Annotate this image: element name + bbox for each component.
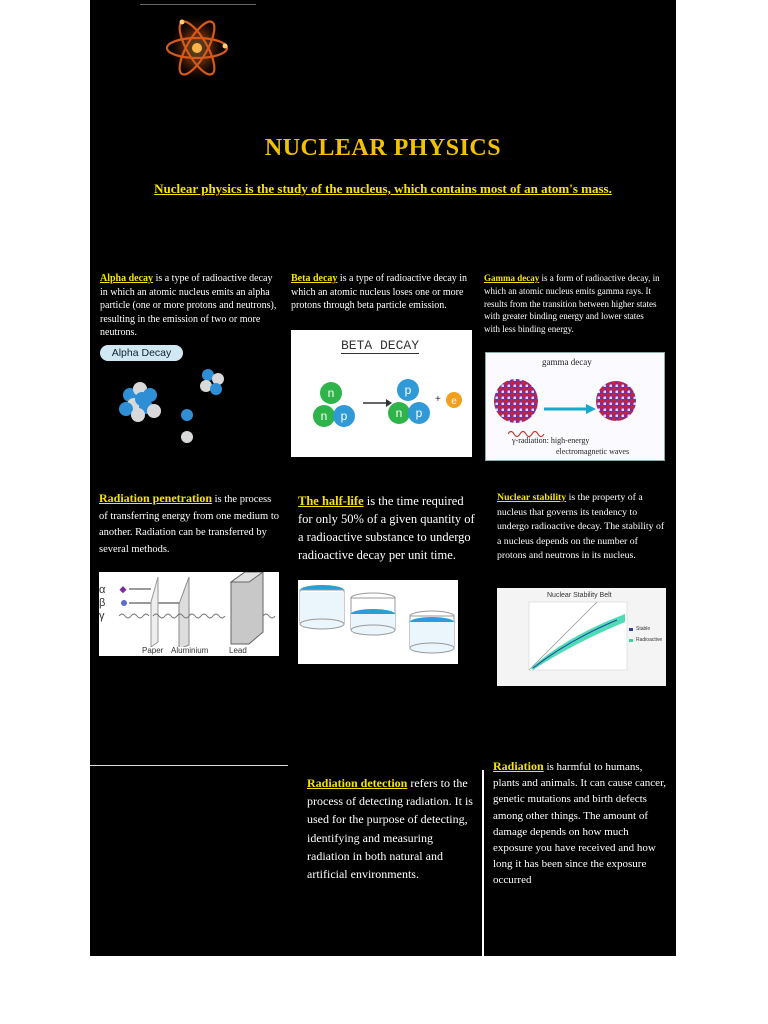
- legend-stable: Stable: [636, 626, 651, 632]
- svg-text:n: n: [395, 406, 403, 420]
- gamma-decay-diagram: [486, 369, 664, 429]
- beta-decay-desc: is a type of radioactive decay in which an atomic nucleus loses one or more protons through beta particle emission.: [291, 273, 468, 311]
- penetration-desc: is the process of transferring energy from one medium to another. Radiation can be transferred by several methods.: [99, 494, 280, 555]
- alpha-decay-figure-label: Alpha Decay: [100, 345, 183, 361]
- radiation-desc: is harmful to humans, plants and animals. It can cause cancer, genetic mutations and birth defects among other things. The amount of damage depends on how much exposure you have received and how long it has been since the exposure occurred: [493, 761, 667, 887]
- stability-chart: [497, 588, 666, 686]
- top-divider: [140, 4, 256, 5]
- alpha-decay-text: [100, 272, 280, 340]
- alpha-decay-term: Alpha decay: [100, 273, 154, 284]
- beta-decay-text: [291, 272, 471, 313]
- gamma-decay-term: Gamma decay: [484, 273, 540, 283]
- beta-decay-diagram: [291, 360, 472, 455]
- legend-radioactive: Radioactive: [636, 637, 663, 643]
- gamma-figure-caption-1: γ-radiation: high-energy: [512, 436, 590, 445]
- radiation-term: Radiation: [493, 759, 544, 773]
- gamma-figure-caption-2: electromagnetic waves: [556, 447, 630, 456]
- gamma-figure-title: gamma decay: [542, 357, 592, 367]
- half-life-term: The half-life: [298, 494, 364, 508]
- radiation-text: [493, 758, 668, 889]
- material-aluminium: Aluminium: [171, 646, 209, 655]
- stability-desc: is the property of a nucleus that governs its tendency to undergo radioactive decay. The stability of a nucleus depends on the number of protons and neutrons in its nucleus.: [497, 492, 665, 561]
- alpha-decay-diagram: [110, 365, 240, 450]
- beta-label: β: [99, 597, 106, 609]
- page-subtitle: Nuclear physics is the study of the nucleus, which contains most of an atom's mass.: [154, 181, 612, 196]
- svg-text:n: n: [327, 386, 335, 400]
- svg-text:e: e: [451, 396, 457, 407]
- svg-text:+: +: [435, 394, 441, 405]
- half-life-desc: is the time required for only 50% of a given quantity of a radioactive substance to undergo radioactive decay per unit time.: [298, 494, 475, 562]
- stability-text: [497, 491, 669, 564]
- svg-text:n: n: [320, 409, 328, 423]
- gamma-decay-text: [484, 272, 662, 336]
- svg-text:p: p: [340, 409, 348, 423]
- gamma-decay-desc: is a form of radioactive decay, in which an atomic nucleus emits gamma rays. It results from the transition between higher states with greater binding energy and lower states with less binding energy.: [484, 273, 660, 335]
- penetration-diagram: [113, 572, 279, 647]
- page-title: NUCLEAR PHYSICS: [264, 135, 502, 161]
- alpha-label: α: [99, 584, 106, 596]
- material-lead: Lead: [229, 646, 247, 655]
- detection-desc: refers to the process of detecting radiation. It is used for the purpose of detecting, identifying and measuring radiation in both natural and artificial environments.: [307, 776, 473, 882]
- bottom-left-divider: [90, 765, 288, 766]
- stability-term: Nuclear stability: [497, 492, 567, 503]
- bottom-vertical-divider: [482, 770, 484, 956]
- material-paper: Paper: [142, 646, 164, 655]
- svg-text:p: p: [404, 383, 412, 397]
- penetration-greek-labels: [99, 584, 105, 623]
- atom-logo-icon: [162, 6, 232, 90]
- half-life-diagram: [298, 580, 458, 664]
- beta-decay-term: Beta decay: [291, 273, 338, 284]
- half-life-text: [298, 492, 478, 564]
- alpha-decay-desc: is a type of radioactive decay in which an atomic nucleus emits an alpha particle (one or more protons and neutrons), resulting in the emission of two or more neutrons.: [100, 273, 277, 338]
- svg-text:p: p: [415, 406, 423, 420]
- half-life-figure: [298, 580, 458, 664]
- penetration-term: Radiation penetration: [99, 491, 213, 505]
- gamma-label: γ: [99, 610, 105, 622]
- beta-decay-figure: [291, 330, 472, 457]
- detection-term: Radiation detection: [307, 776, 408, 790]
- detection-text: [307, 774, 477, 883]
- stability-chart-title: Nuclear Stability Belt: [547, 592, 612, 599]
- penetration-text: [99, 490, 279, 558]
- gamma-decay-figure: [485, 352, 665, 461]
- beta-decay-figure-label: BETA DECAY: [341, 338, 420, 353]
- penetration-figure: [99, 572, 279, 656]
